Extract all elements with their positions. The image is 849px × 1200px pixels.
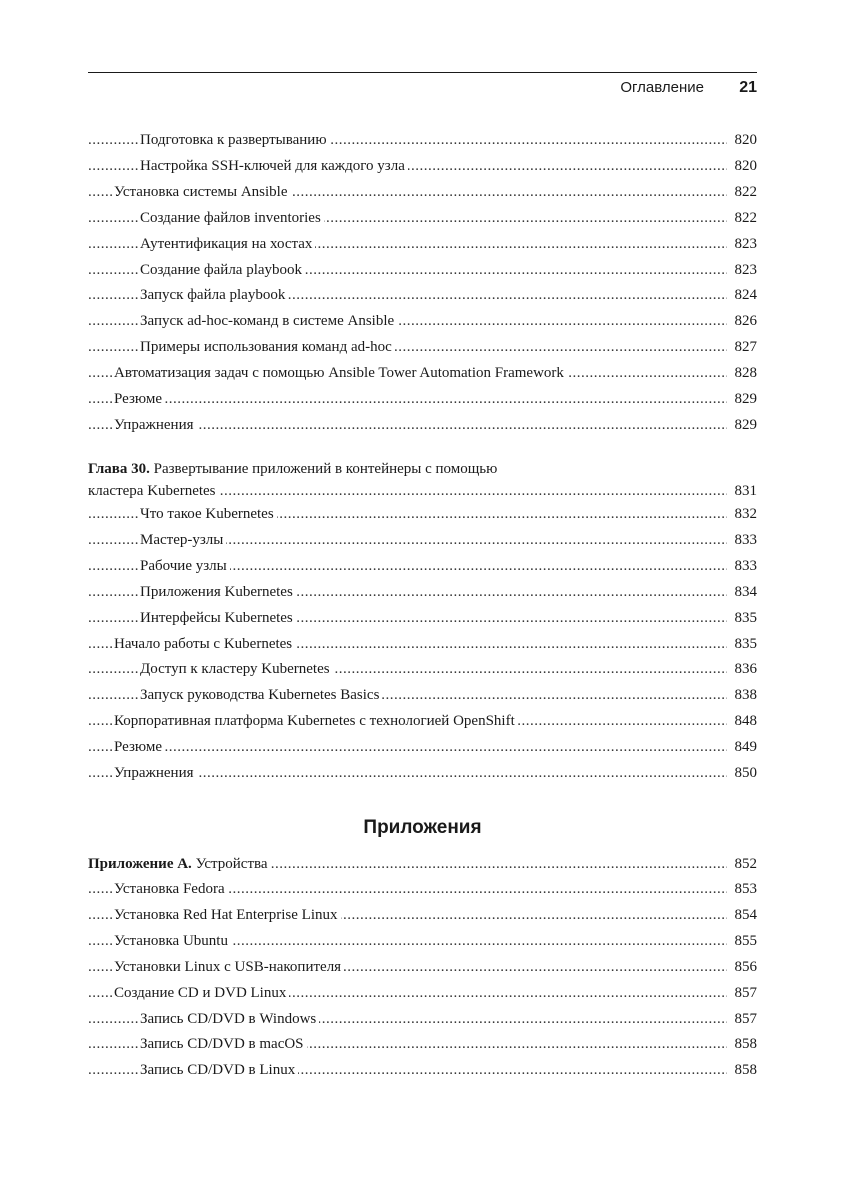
toc-entry-text: Запуск ad-hoc-команд в системе Ansible [140, 310, 397, 332]
toc-entry-text: Что такое Kubernetes [140, 503, 277, 525]
toc-entry-text: Запуск руководства Kubernetes Basics [140, 684, 382, 706]
toc-entry[interactable] [88, 956, 757, 978]
toc-entry[interactable] [88, 904, 757, 926]
toc-entry-text: Создание файла playbook [140, 259, 305, 281]
page-number: 21 [739, 79, 757, 96]
toc-entry-page: 838 [733, 684, 758, 706]
toc-entry-text: Создание CD и DVD Linux [114, 982, 289, 1004]
toc-entry[interactable] [88, 129, 757, 151]
chapter-30-label: Глава 30. [88, 461, 150, 477]
toc-entry[interactable] [88, 607, 757, 629]
toc-entry[interactable] [88, 362, 757, 384]
toc-entry-text: Автоматизация задач с помощью Ansible Tower Automation Framework [114, 362, 567, 384]
toc-entry-page: 824 [733, 284, 758, 306]
toc-entry[interactable] [88, 181, 757, 203]
toc-entry[interactable] [88, 259, 757, 281]
toc-entry-page: 820 [733, 129, 758, 151]
toc-entry[interactable] [88, 529, 757, 551]
dot-leader [88, 388, 727, 410]
toc-entry-text: Запись CD/DVD в Linux [140, 1059, 298, 1081]
toc-entry[interactable] [88, 736, 757, 758]
toc-entry-text: Запуск файла playbook [140, 284, 288, 306]
toc-entry-text: Мастер-узлы [140, 529, 226, 551]
toc-entry-text: кластера Kubernetes [88, 480, 219, 502]
toc-entry[interactable] [88, 658, 757, 680]
toc-entry-page: 858 [733, 1033, 758, 1055]
toc-entry[interactable] [88, 684, 757, 706]
toc-entry-text [88, 853, 271, 875]
toc-entry[interactable] [88, 581, 757, 603]
toc-entry-page: 829 [733, 414, 758, 436]
toc-entry-page: 833 [733, 555, 758, 577]
chapter-30-heading-line1 [88, 458, 757, 480]
toc-entry[interactable] [88, 503, 757, 525]
toc-entry-text: Начало работы с Kubernetes [114, 633, 295, 655]
toc-entry[interactable] [88, 878, 757, 900]
appendix-a-label: Приложение A. [88, 856, 192, 872]
toc-entry[interactable] [88, 310, 757, 332]
toc-entry-page: 822 [733, 207, 758, 229]
toc-entry[interactable] [88, 1008, 757, 1030]
toc-entry-text: Запись CD/DVD в Windows [140, 1008, 319, 1030]
toc-entry-page: 836 [733, 658, 758, 680]
toc-entry-text: Рабочие узлы [140, 555, 230, 577]
toc-entry-page: 828 [733, 362, 758, 384]
toc-entry[interactable] [88, 762, 757, 784]
toc-entry-page: 857 [733, 982, 758, 1004]
chapter-30-title-line1: Развертывание приложений в контейнеры с помощью [153, 461, 498, 477]
toc-entry-page: 857 [733, 1008, 758, 1030]
toc-entry[interactable] [88, 1033, 757, 1055]
toc-entry-page: 832 [733, 503, 758, 525]
toc-entry-text: Установки Linux с USB-накопителя [114, 956, 344, 978]
toc-entry[interactable] [88, 710, 757, 732]
toc-entry-text: Установка Fedora [114, 878, 228, 900]
toc-entry-page: 823 [733, 259, 758, 281]
toc-entry-page: 826 [733, 310, 758, 332]
toc-entry-text: Корпоративная платформа Kubernetes с технологией OpenShift [114, 710, 518, 732]
toc-entry-page: 849 [733, 736, 758, 758]
toc-entry[interactable] [88, 414, 757, 436]
toc-entry-page: 829 [733, 388, 758, 410]
dot-leader [88, 736, 727, 758]
toc-entry[interactable] [88, 930, 757, 952]
toc-entry-page: 823 [733, 233, 758, 255]
toc-entry-text: Резюме [114, 388, 165, 410]
toc-entry[interactable] [88, 555, 757, 577]
toc-entry-text: Упражнения [114, 414, 197, 436]
toc-entry-page: 855 [733, 930, 758, 952]
toc-entry-text: Подготовка к развертыванию [140, 129, 330, 151]
toc-entry[interactable] [88, 1059, 757, 1081]
toc-entry[interactable] [88, 233, 757, 255]
toc-entry[interactable] [88, 284, 757, 306]
toc-entry-text: Создание файлов inventories [140, 207, 324, 229]
toc-entry-page: 856 [733, 956, 758, 978]
toc-entry-text: Примеры использования команд ad-hoc [140, 336, 395, 358]
toc-entry-page: 858 [733, 1059, 758, 1081]
toc-entry-chapter-30[interactable] [88, 480, 757, 502]
toc-entry-page: 835 [733, 607, 758, 629]
toc-entry-text: Доступ к кластеру Kubernetes [140, 658, 333, 680]
toc-entry-text: Установка Red Hat Enterprise Linux [114, 904, 341, 926]
toc-entry-text: Запись CD/DVD в macOS [140, 1033, 307, 1055]
toc-entry-text: Приложения Kubernetes [140, 581, 296, 603]
toc-entry-text: Упражнения [114, 762, 197, 784]
toc-entry-page: 831 [733, 480, 758, 502]
toc-entry-text: Настройка SSH-ключей для каждого узла [140, 155, 408, 177]
toc-entry-text: Установка системы Ansible [114, 181, 291, 203]
toc-entry[interactable] [88, 982, 757, 1004]
running-header-title: Оглавление [620, 79, 704, 96]
appendix-a-title: Устройства [195, 856, 268, 872]
toc-entry-text: Установка Ubuntu [114, 930, 231, 952]
toc-entry-page: 835 [733, 633, 758, 655]
toc-entry-page: 834 [733, 581, 758, 603]
toc-entry-text: Аутентификация на хостах [140, 233, 315, 255]
appendices-heading: Приложения [363, 817, 482, 838]
toc-entry-page: 820 [733, 155, 758, 177]
toc-entry-page: 822 [733, 181, 758, 203]
toc-entry[interactable] [88, 207, 757, 229]
toc-entry[interactable] [88, 633, 757, 655]
toc-entry-text: Интерфейсы Kubernetes [140, 607, 296, 629]
toc-entry-page: 850 [733, 762, 758, 784]
toc-entry-appendix-a[interactable] [88, 853, 757, 875]
toc-entry[interactable] [88, 388, 757, 410]
toc-entry-page: 854 [733, 904, 758, 926]
toc-entry[interactable] [88, 155, 757, 177]
toc-entry[interactable] [88, 336, 757, 358]
toc-entry-page: 833 [733, 529, 758, 551]
toc-entry-page: 852 [733, 853, 758, 875]
toc-entry-page: 853 [733, 878, 758, 900]
toc-entry-page: 827 [733, 336, 758, 358]
toc-entry-text: Резюме [114, 736, 165, 758]
toc-entry-page: 848 [733, 710, 758, 732]
